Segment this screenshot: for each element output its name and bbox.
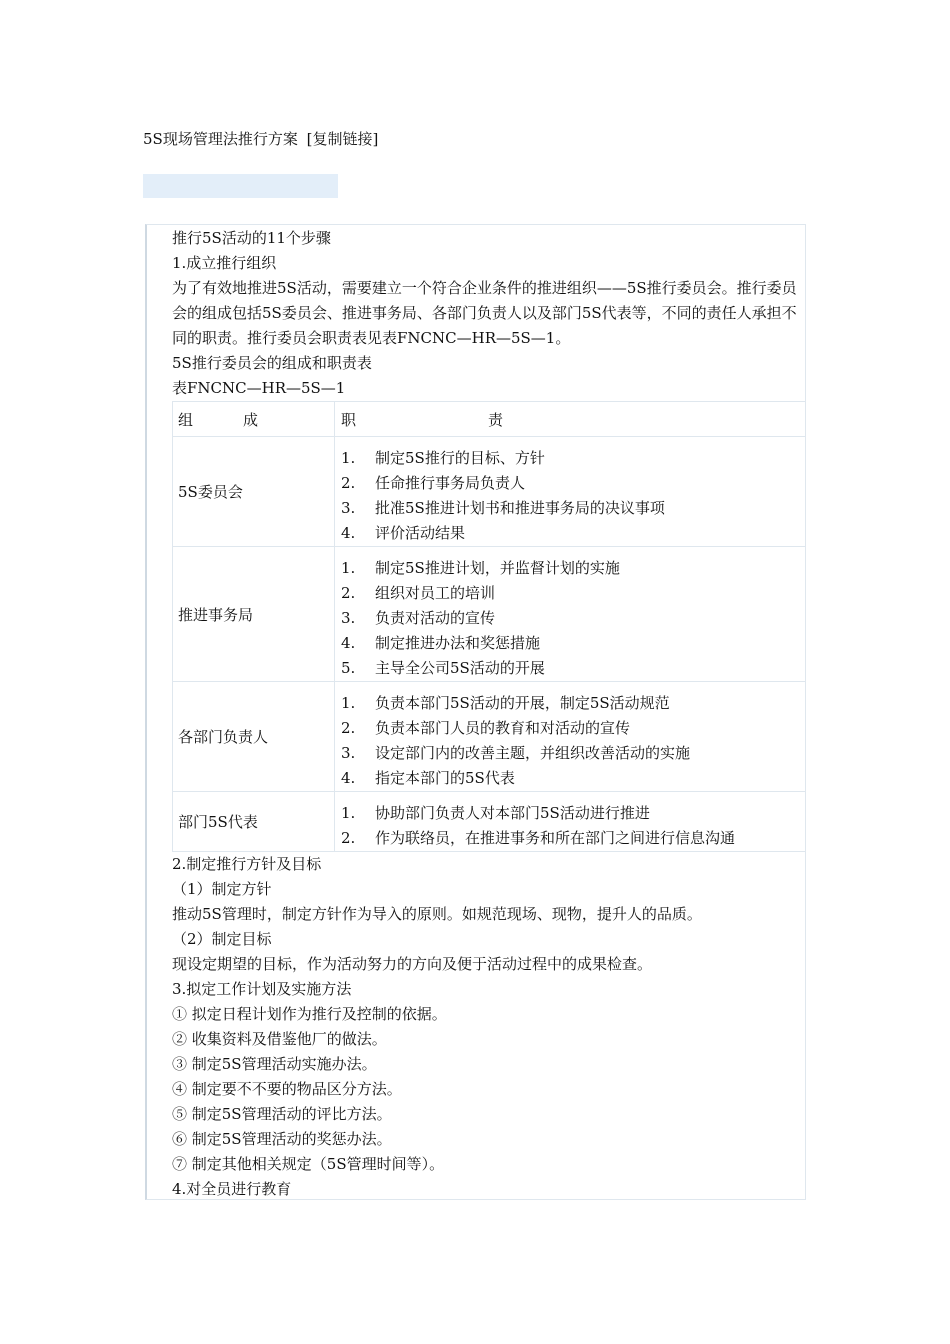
duty-number: 1. [341, 558, 356, 577]
page-title [143, 128, 378, 150]
duty-item [335, 656, 805, 681]
step1-text: 为了有效地推进5S活动，需要建立一个符合企业条件的推进组织——5S推行委员会。推行委员会的组成包括5S委员会、推进事务局、各部门负责人以及部门5S代表等，不同的责任人承担不同的职责。推行委员会职责表见表FNCNC—HR—5S—1。 [172, 279, 797, 347]
duty-item [335, 471, 805, 496]
step3-title: 3.拟定工作计划及实施方法 [172, 980, 352, 998]
role-cell: 推进事务局 [173, 547, 335, 682]
duty-item [335, 446, 805, 471]
step3-item: ⑥ 制定5S管理活动的奖惩办法。 [172, 1130, 392, 1148]
step2-sub2-title: （2）制定目标 [172, 930, 272, 948]
step3-item: ② 收集资料及借鉴他厂的做法。 [172, 1030, 387, 1048]
header-role-char-1: 组 [178, 410, 194, 429]
duty-text: 制定5S推行的目标、方针 [375, 448, 545, 467]
duty-item [335, 496, 805, 521]
header-role-cell [173, 402, 335, 437]
duty-text: 主导全公司5S活动的开展 [375, 658, 545, 677]
duty-item [335, 556, 805, 581]
duty-item [335, 766, 805, 791]
duty-text: 协助部门负责人对本部门5S活动进行推进 [375, 803, 650, 822]
duty-item [335, 606, 805, 631]
duty-item [335, 801, 805, 826]
step2-sub2-text: 现设定期望的目标，作为活动努力的方向及便于活动过程中的成果检查。 [172, 955, 653, 973]
duty-number: 2. [341, 718, 356, 737]
intro-line: 推行5S活动的11个步骤 [172, 229, 331, 247]
header-duty-char-2: 责 [488, 410, 504, 429]
duty-table [172, 401, 806, 852]
header-duty-cell [335, 402, 806, 437]
duty-number: 1. [341, 693, 356, 712]
duty-text: 负责本部门人员的教育和对活动的宣传 [375, 718, 631, 737]
duty-text: 评价活动结果 [375, 523, 466, 542]
duty-number: 2. [341, 828, 356, 847]
table-row [173, 682, 806, 792]
duty-item [335, 716, 805, 741]
table-row [173, 792, 806, 852]
duty-item [335, 581, 805, 606]
duty-number: 2. [341, 473, 356, 492]
duty-text: 设定部门内的改善主题，并组织改善活动的实施 [375, 743, 691, 762]
step3-item: ④ 制定要不不要的物品区分方法。 [172, 1080, 402, 1098]
duties-cell [335, 547, 806, 682]
header-duty-char-1: 职 [341, 410, 357, 429]
duty-text: 批准5S推进计划书和推进事务局的决议事项 [375, 498, 665, 517]
table-row [173, 547, 806, 682]
duty-number: 1. [341, 448, 356, 467]
duty-number: 3. [341, 743, 356, 762]
copy-link-button[interactable]: [复制链接] [306, 130, 379, 148]
step3-item: ③ 制定5S管理活动实施办法。 [172, 1055, 377, 1073]
duty-number: 3. [341, 498, 356, 517]
step3-item: ⑤ 制定5S管理活动的评比方法。 [172, 1105, 392, 1123]
role-cell: 各部门负责人 [173, 682, 335, 792]
duty-text: 任命推行事务局负责人 [375, 473, 526, 492]
step2-sub1-text: 推动5S管理时，制定方针作为导入的原则。如规范现场、现物，提升人的品质。 [172, 905, 702, 923]
duty-number: 4. [341, 633, 356, 652]
duty-item [335, 826, 805, 851]
duty-number: 4. [341, 768, 356, 787]
duties-cell [335, 792, 806, 852]
duty-number: 2. [341, 583, 356, 602]
table-caption: 5S推行委员会的组成和职责表 [172, 354, 372, 372]
step3-item: ① 拟定日程计划作为推行及控制的依据。 [172, 1005, 447, 1023]
step2-sub1-title: （1）制定方针 [172, 880, 272, 898]
duty-item [335, 741, 805, 766]
header-role-char-2: 成 [243, 410, 259, 429]
duty-text: 负责对活动的宣传 [375, 608, 496, 627]
step1-title: 1.成立推行组织 [172, 254, 277, 272]
toolbar-placeholder-bar [143, 174, 338, 198]
table-row [173, 437, 806, 547]
title-text: 5S现场管理法推行方案 [143, 130, 298, 148]
step1-paragraph [172, 276, 806, 351]
duty-number: 3. [341, 608, 356, 627]
step3-item: ⑦ 制定其他相关规定（5S管理时间等）。 [172, 1155, 445, 1173]
duty-text: 作为联络员，在推进事务和所在部门之间进行信息沟通 [375, 828, 736, 847]
step2-title: 2.制定推行方针及目标 [172, 855, 322, 873]
duty-item [335, 521, 805, 546]
duties-cell [335, 682, 806, 792]
duties-cell [335, 437, 806, 547]
duty-number: 1. [341, 803, 356, 822]
table-id: 表FNCNC—HR—5S—1 [172, 379, 346, 397]
duty-text: 制定5S推进计划，并监督计划的实施 [375, 558, 620, 577]
role-cell: 部门5S代表 [173, 792, 335, 852]
step4-title: 4.对全员进行教育 [172, 1180, 292, 1198]
duty-number: 5. [341, 658, 356, 677]
duty-text: 制定推进办法和奖惩措施 [375, 633, 541, 652]
table-header-row [173, 402, 806, 437]
role-cell: 5S委员会 [173, 437, 335, 547]
duty-text: 负责本部门5S活动的开展，制定5S活动规范 [375, 693, 670, 712]
duty-item [335, 631, 805, 656]
duty-item [335, 691, 805, 716]
duty-text: 指定本部门的5S代表 [375, 768, 515, 787]
duty-number: 4. [341, 523, 356, 542]
duty-text: 组织对员工的培训 [375, 583, 496, 602]
article-content [172, 226, 806, 1202]
